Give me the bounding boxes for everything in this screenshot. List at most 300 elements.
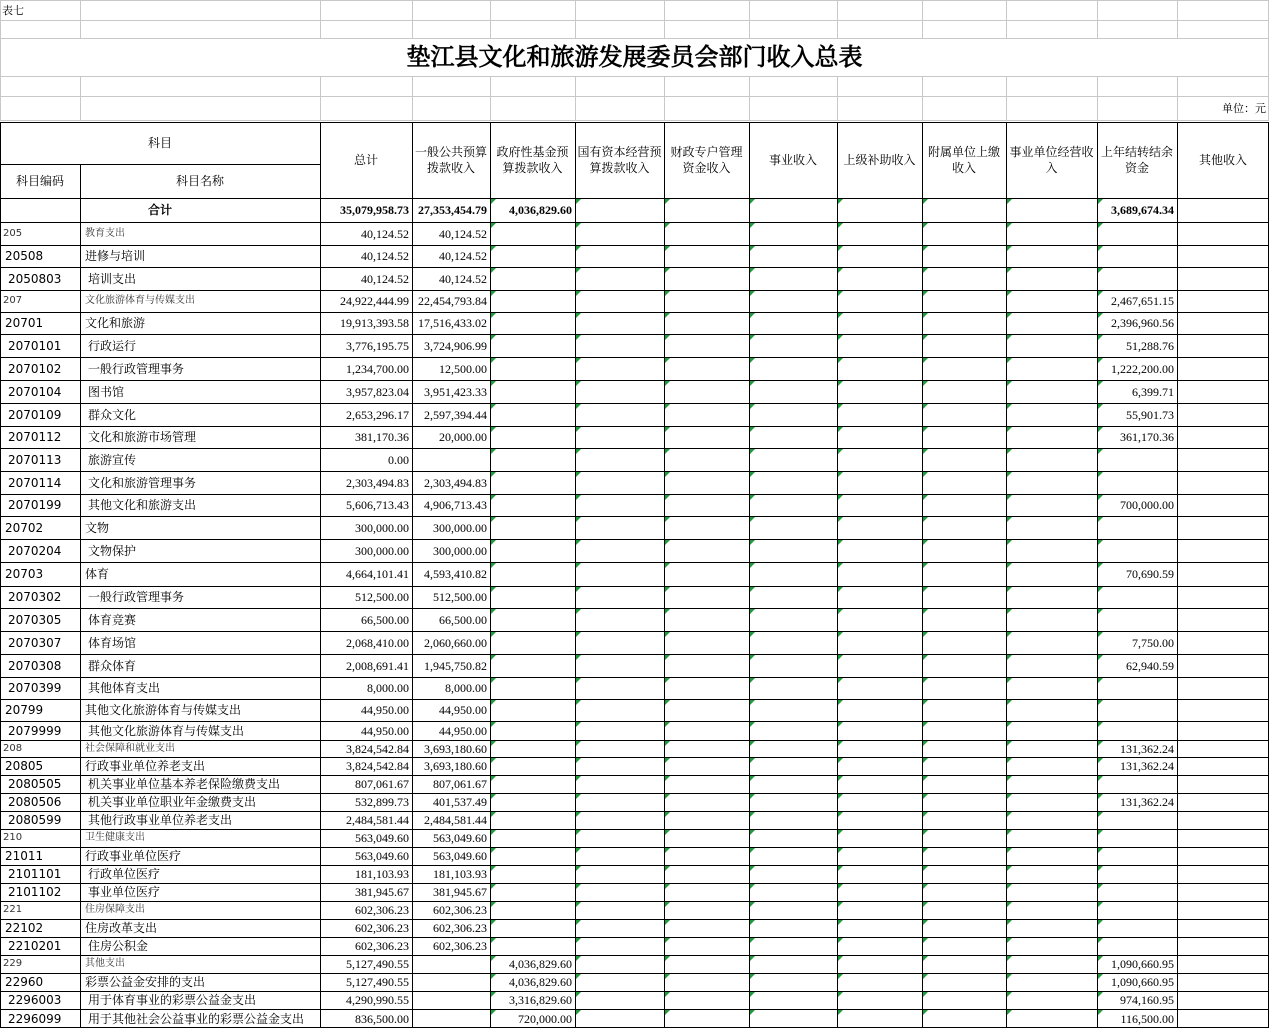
table-cell[interactable]: 2,060,660.00 [424, 635, 487, 650]
total-cell[interactable] [1177, 198, 1269, 222]
table-cell[interactable] [749, 516, 837, 539]
table-cell[interactable] [837, 865, 922, 883]
subject-name[interactable]: 文物 [85, 520, 110, 535]
table-cell[interactable] [1006, 677, 1097, 699]
table-cell[interactable] [664, 973, 749, 991]
subject-name[interactable]: 住房保障支出 [85, 904, 145, 915]
table-cell[interactable] [749, 357, 837, 380]
table-cell[interactable] [664, 631, 749, 654]
total-cell[interactable] [922, 198, 1006, 222]
table-cell[interactable] [664, 222, 749, 245]
table-cell[interactable] [1097, 847, 1177, 865]
table-cell[interactable]: 1,234,700.00 [346, 361, 409, 376]
table-cell[interactable] [1006, 740, 1097, 757]
table-cell[interactable] [1097, 865, 1177, 883]
table-cell[interactable] [837, 380, 922, 403]
table-cell[interactable] [1177, 608, 1269, 631]
table-cell[interactable] [490, 677, 575, 699]
table-cell[interactable]: 181,103.93 [433, 867, 487, 881]
table-cell[interactable] [664, 721, 749, 740]
subject-code[interactable]: 20508 [5, 249, 44, 263]
subject-code[interactable]: 2070302 [8, 590, 62, 604]
table-cell[interactable] [922, 793, 1006, 811]
table-cell[interactable]: 300,000.00 [433, 543, 487, 558]
total-cell[interactable] [664, 198, 749, 222]
table-cell[interactable] [1006, 901, 1097, 919]
table-cell[interactable] [837, 222, 922, 245]
table-cell[interactable] [490, 471, 575, 494]
table-cell[interactable] [1177, 757, 1269, 775]
subject-name[interactable]: 一般行政管理事务 [88, 590, 185, 604]
subject-code[interactable]: 2070113 [8, 452, 62, 467]
subject-name[interactable]: 进修与培训 [85, 249, 146, 263]
table-cell[interactable] [575, 380, 664, 403]
table-cell[interactable]: 602,306.23 [433, 903, 487, 917]
subject-name[interactable]: 其他行政事业单位养老支出 [88, 813, 233, 827]
table-cell[interactable] [575, 829, 664, 847]
table-cell[interactable] [664, 829, 749, 847]
table-cell[interactable] [1177, 516, 1269, 539]
table-cell[interactable] [1177, 426, 1269, 448]
table-cell[interactable] [749, 847, 837, 865]
table-cell[interactable]: 70,690.59 [1126, 567, 1174, 581]
table-cell[interactable] [1177, 357, 1269, 380]
table-cell[interactable] [1006, 955, 1097, 973]
table-cell[interactable] [1006, 586, 1097, 608]
table-cell[interactable] [664, 740, 749, 757]
table-cell[interactable] [1177, 403, 1269, 426]
table-cell[interactable] [1006, 631, 1097, 654]
table-cell[interactable]: 116,500.00 [1120, 1011, 1174, 1026]
table-cell[interactable] [749, 865, 837, 883]
table-cell[interactable] [922, 608, 1006, 631]
table-cell[interactable] [922, 991, 1006, 1009]
subject-name[interactable]: 住房公积金 [88, 939, 149, 953]
table-cell[interactable]: 3,693,180.60 [424, 759, 487, 773]
table-cell[interactable] [1177, 1009, 1269, 1028]
table-cell[interactable] [837, 448, 922, 471]
table-cell[interactable] [1177, 677, 1269, 699]
table-cell[interactable] [575, 516, 664, 539]
table-cell[interactable]: 2,597,394.44 [424, 407, 487, 422]
table-cell[interactable] [922, 494, 1006, 516]
table-cell[interactable] [575, 937, 664, 955]
table-cell[interactable]: 3,824,542.84 [346, 741, 409, 756]
table-cell[interactable]: 807,061.67 [355, 777, 409, 791]
table-cell[interactable]: 4,906,713.43 [424, 498, 487, 512]
table-cell[interactable] [490, 721, 575, 740]
table-cell[interactable] [922, 699, 1006, 721]
table-cell[interactable]: 3,951,423.33 [424, 384, 487, 399]
table-cell[interactable] [1006, 357, 1097, 380]
table-cell[interactable] [575, 448, 664, 471]
subject-code[interactable]: 2101102 [8, 885, 62, 899]
table-cell[interactable] [664, 586, 749, 608]
table-cell[interactable]: 602,306.23 [355, 903, 409, 917]
table-cell[interactable] [664, 955, 749, 973]
table-cell[interactable] [1177, 245, 1269, 267]
table-cell[interactable]: 3,693,180.60 [424, 741, 487, 756]
table-cell[interactable] [1006, 757, 1097, 775]
table-cell[interactable] [664, 516, 749, 539]
table-cell[interactable]: 4,036,829.60 [509, 957, 572, 971]
subject-code[interactable]: 21011 [5, 849, 44, 863]
table-cell[interactable] [412, 448, 490, 471]
table-cell[interactable] [490, 516, 575, 539]
subject-code[interactable]: 20702 [5, 520, 44, 535]
subject-code[interactable]: 2070308 [8, 658, 62, 673]
table-cell[interactable] [837, 883, 922, 901]
table-cell[interactable]: 4,593,410.82 [424, 567, 487, 581]
table-cell[interactable] [1177, 562, 1269, 586]
table-cell[interactable]: 51,288.76 [1126, 338, 1174, 353]
table-cell[interactable] [575, 357, 664, 380]
table-cell[interactable] [1097, 516, 1177, 539]
table-cell[interactable] [749, 290, 837, 312]
table-cell[interactable] [1097, 919, 1177, 937]
table-cell[interactable] [490, 919, 575, 937]
subject-name[interactable]: 其他体育支出 [88, 681, 161, 695]
subject-code[interactable]: 20805 [5, 759, 44, 773]
table-cell[interactable] [1097, 267, 1177, 290]
table-cell[interactable]: 974,160.95 [1120, 993, 1174, 1007]
table-cell[interactable] [664, 699, 749, 721]
table-cell[interactable] [1006, 245, 1097, 267]
subject-name[interactable]: 机关事业单位基本养老保险缴费支出 [88, 777, 281, 791]
subject-code[interactable]: 2070112 [8, 430, 62, 444]
table-cell[interactable]: 40,124.52 [361, 249, 409, 263]
table-cell[interactable] [837, 793, 922, 811]
table-cell[interactable] [922, 380, 1006, 403]
table-cell[interactable] [664, 757, 749, 775]
table-cell[interactable] [1097, 245, 1177, 267]
table-cell[interactable] [1097, 937, 1177, 955]
table-cell[interactable] [837, 973, 922, 991]
table-cell[interactable] [1097, 811, 1177, 829]
total-cell[interactable]: 35,079,958.73 [340, 203, 409, 217]
table-cell[interactable] [575, 631, 664, 654]
table-cell[interactable]: 532,899.73 [355, 795, 409, 809]
subject-name[interactable]: 群众文化 [88, 407, 137, 422]
table-cell[interactable] [412, 991, 490, 1009]
subject-name[interactable]: 培训支出 [88, 271, 137, 286]
table-cell[interactable] [922, 937, 1006, 955]
table-cell[interactable]: 22,454,793.84 [418, 294, 487, 308]
table-cell[interactable] [664, 539, 749, 562]
table-cell[interactable] [749, 654, 837, 677]
table-cell[interactable] [664, 426, 749, 448]
table-cell[interactable] [575, 608, 664, 631]
table-cell[interactable] [575, 222, 664, 245]
table-cell[interactable] [1177, 775, 1269, 793]
table-cell[interactable] [664, 380, 749, 403]
subject-name[interactable]: 行政单位医疗 [88, 867, 161, 881]
table-cell[interactable]: 720,000.00 [518, 1011, 572, 1026]
table-cell[interactable] [1006, 516, 1097, 539]
table-cell[interactable] [1097, 608, 1177, 631]
table-cell[interactable] [749, 334, 837, 357]
table-cell[interactable] [490, 608, 575, 631]
table-cell[interactable] [1177, 740, 1269, 757]
subject-name[interactable]: 用于体育事业的彩票公益金支出 [88, 993, 257, 1007]
table-cell[interactable] [575, 757, 664, 775]
table-cell[interactable] [664, 267, 749, 290]
table-cell[interactable]: 602,306.23 [355, 921, 409, 935]
table-cell[interactable] [1006, 334, 1097, 357]
table-cell[interactable] [837, 654, 922, 677]
subject-code[interactable]: 20701 [5, 316, 44, 330]
table-cell[interactable] [664, 775, 749, 793]
table-cell[interactable] [922, 357, 1006, 380]
table-cell[interactable] [664, 608, 749, 631]
table-cell[interactable] [1177, 991, 1269, 1009]
table-cell[interactable] [837, 562, 922, 586]
table-cell[interactable]: 20,000.00 [439, 430, 487, 444]
subject-name[interactable]: 其他文化旅游体育与传媒支出 [88, 723, 245, 738]
table-cell[interactable]: 563,049.60 [433, 831, 487, 845]
table-cell[interactable] [1097, 586, 1177, 608]
subject-name[interactable]: 文化和旅游管理事务 [88, 475, 197, 490]
table-cell[interactable] [749, 494, 837, 516]
table-cell[interactable] [1177, 901, 1269, 919]
subject-name[interactable]: 体育 [85, 567, 110, 581]
table-cell[interactable] [749, 677, 837, 699]
table-cell[interactable]: 3,776,195.75 [346, 338, 409, 353]
table-cell[interactable] [490, 829, 575, 847]
table-cell[interactable] [664, 312, 749, 334]
subject-name[interactable]: 其他文化旅游体育与传媒支出 [85, 703, 242, 717]
table-cell[interactable] [575, 426, 664, 448]
table-cell[interactable] [837, 847, 922, 865]
table-cell[interactable] [575, 539, 664, 562]
table-cell[interactable]: 361,170.36 [1120, 430, 1174, 444]
table-cell[interactable] [575, 586, 664, 608]
table-cell[interactable] [749, 883, 837, 901]
table-cell[interactable] [1097, 222, 1177, 245]
table-cell[interactable] [1097, 699, 1177, 721]
table-cell[interactable] [749, 586, 837, 608]
table-cell[interactable]: 2,303,494.83 [424, 475, 487, 490]
table-cell[interactable]: 836,500.00 [355, 1011, 409, 1026]
subject-code[interactable]: 207 [3, 295, 23, 306]
table-cell[interactable] [664, 403, 749, 426]
table-cell[interactable] [749, 721, 837, 740]
table-cell[interactable] [1006, 1009, 1097, 1028]
table-cell[interactable] [1177, 937, 1269, 955]
table-cell[interactable]: 55,901.73 [1126, 407, 1174, 422]
table-cell[interactable] [749, 775, 837, 793]
table-cell[interactable]: 7,750.00 [1132, 635, 1174, 650]
table-cell[interactable] [664, 245, 749, 267]
table-cell[interactable] [1097, 677, 1177, 699]
table-cell[interactable] [1177, 586, 1269, 608]
table-cell[interactable] [749, 245, 837, 267]
table-cell[interactable] [575, 245, 664, 267]
table-cell[interactable]: 12,500.00 [439, 361, 487, 376]
table-cell[interactable]: 401,537.49 [433, 795, 487, 809]
table-cell[interactable] [575, 919, 664, 937]
table-cell[interactable] [1006, 847, 1097, 865]
table-cell[interactable] [922, 448, 1006, 471]
table-cell[interactable] [575, 494, 664, 516]
table-cell[interactable]: 1,945,750.82 [424, 658, 487, 673]
table-cell[interactable] [575, 740, 664, 757]
table-cell[interactable] [664, 562, 749, 586]
table-cell[interactable] [837, 740, 922, 757]
table-cell[interactable]: 44,950.00 [361, 723, 409, 738]
table-cell[interactable] [837, 245, 922, 267]
subject-code[interactable]: 22960 [5, 975, 44, 989]
table-cell[interactable] [490, 901, 575, 919]
table-cell[interactable] [1006, 471, 1097, 494]
table-cell[interactable] [664, 919, 749, 937]
table-cell[interactable] [1097, 775, 1177, 793]
table-cell[interactable] [922, 471, 1006, 494]
subject-name[interactable]: 旅游宣传 [88, 452, 137, 467]
table-cell[interactable]: 4,664,101.41 [346, 567, 409, 581]
total-cell[interactable] [575, 198, 664, 222]
table-cell[interactable] [664, 1009, 749, 1028]
table-cell[interactable] [1006, 937, 1097, 955]
table-cell[interactable] [575, 471, 664, 494]
table-cell[interactable] [575, 1009, 664, 1028]
table-cell[interactable] [490, 403, 575, 426]
table-cell[interactable] [664, 865, 749, 883]
table-cell[interactable] [922, 334, 1006, 357]
table-cell[interactable] [575, 290, 664, 312]
table-cell[interactable] [837, 631, 922, 654]
table-cell[interactable] [837, 1009, 922, 1028]
table-cell[interactable] [412, 955, 490, 973]
subject-code[interactable]: 2070199 [8, 498, 62, 512]
table-cell[interactable]: 3,824,542.84 [346, 759, 409, 773]
subject-code[interactable]: 2079999 [8, 723, 62, 738]
subject-code[interactable]: 2070204 [8, 543, 62, 558]
table-cell[interactable]: 602,306.23 [355, 939, 409, 953]
table-cell[interactable]: 0.00 [388, 452, 409, 467]
table-cell[interactable] [575, 775, 664, 793]
table-cell[interactable] [837, 991, 922, 1009]
table-cell[interactable] [922, 290, 1006, 312]
table-cell[interactable] [1177, 290, 1269, 312]
table-cell[interactable] [575, 811, 664, 829]
table-cell[interactable]: 181,103.93 [355, 867, 409, 881]
table-cell[interactable] [922, 721, 1006, 740]
table-cell[interactable] [922, 847, 1006, 865]
table-cell[interactable] [1006, 539, 1097, 562]
table-cell[interactable] [837, 721, 922, 740]
table-cell[interactable] [1006, 883, 1097, 901]
table-cell[interactable] [412, 973, 490, 991]
table-cell[interactable] [664, 883, 749, 901]
table-cell[interactable]: 300,000.00 [433, 520, 487, 535]
subject-code[interactable]: 2070114 [8, 475, 62, 490]
subject-code[interactable]: 2070305 [8, 612, 62, 627]
table-cell[interactable] [922, 403, 1006, 426]
table-cell[interactable]: 2,484,581.44 [346, 813, 409, 827]
table-cell[interactable] [837, 901, 922, 919]
table-cell[interactable] [837, 357, 922, 380]
subject-name[interactable]: 事业单位医疗 [88, 885, 161, 899]
table-cell[interactable]: 563,049.60 [433, 849, 487, 863]
table-cell[interactable] [1177, 721, 1269, 740]
table-cell[interactable] [575, 677, 664, 699]
table-cell[interactable] [490, 631, 575, 654]
table-cell[interactable]: 5,127,490.55 [346, 957, 409, 971]
table-cell[interactable] [664, 357, 749, 380]
table-cell[interactable] [664, 901, 749, 919]
table-cell[interactable] [837, 539, 922, 562]
subject-name[interactable]: 图书馆 [88, 384, 125, 399]
table-cell[interactable] [749, 829, 837, 847]
table-cell[interactable] [749, 699, 837, 721]
table-cell[interactable]: 381,945.67 [433, 885, 487, 899]
table-cell[interactable] [1177, 829, 1269, 847]
table-cell[interactable] [1177, 312, 1269, 334]
subject-code[interactable]: 2080506 [8, 795, 62, 809]
table-cell[interactable] [664, 793, 749, 811]
table-cell[interactable] [1006, 919, 1097, 937]
table-cell[interactable] [837, 267, 922, 290]
table-cell[interactable] [490, 334, 575, 357]
table-cell[interactable] [575, 721, 664, 740]
table-cell[interactable] [837, 290, 922, 312]
table-cell[interactable]: 381,170.36 [355, 430, 409, 444]
table-cell[interactable] [922, 586, 1006, 608]
table-cell[interactable] [1006, 775, 1097, 793]
table-cell[interactable]: 66,500.00 [439, 612, 487, 627]
table-cell[interactable]: 2,303,494.83 [346, 475, 409, 490]
table-cell[interactable] [490, 847, 575, 865]
table-cell[interactable] [749, 222, 837, 245]
table-cell[interactable] [490, 267, 575, 290]
table-cell[interactable] [1006, 973, 1097, 991]
table-cell[interactable]: 40,124.52 [439, 271, 487, 286]
subject-code[interactable]: 2070109 [8, 407, 62, 422]
table-cell[interactable] [1097, 883, 1177, 901]
table-cell[interactable] [575, 334, 664, 357]
subject-code[interactable]: 208 [3, 742, 23, 754]
table-cell[interactable] [749, 901, 837, 919]
total-cell[interactable] [837, 198, 922, 222]
table-cell[interactable] [922, 245, 1006, 267]
table-cell[interactable] [490, 654, 575, 677]
table-cell[interactable] [922, 1009, 1006, 1028]
table-cell[interactable]: 300,000.00 [355, 520, 409, 535]
table-cell[interactable]: 66,500.00 [361, 612, 409, 627]
table-cell[interactable] [922, 883, 1006, 901]
subject-name[interactable]: 教育支出 [85, 227, 125, 239]
table-cell[interactable] [837, 608, 922, 631]
table-cell[interactable] [1177, 919, 1269, 937]
table-cell[interactable] [1006, 426, 1097, 448]
table-cell[interactable]: 8,000.00 [445, 681, 487, 695]
subject-code[interactable]: 2070102 [8, 361, 62, 376]
total-cell[interactable]: 4,036,829.60 [509, 203, 572, 217]
table-cell[interactable] [1006, 991, 1097, 1009]
table-cell[interactable] [1006, 448, 1097, 471]
table-cell[interactable] [922, 955, 1006, 973]
table-cell[interactable] [837, 426, 922, 448]
table-cell[interactable] [1177, 380, 1269, 403]
table-cell[interactable] [490, 357, 575, 380]
table-cell[interactable] [922, 829, 1006, 847]
subject-name[interactable]: 行政事业单位医疗 [85, 849, 182, 863]
table-cell[interactable]: 2,008,691.41 [346, 658, 409, 673]
table-cell[interactable] [749, 312, 837, 334]
table-cell[interactable] [837, 937, 922, 955]
subject-code[interactable]: 2070307 [8, 635, 62, 650]
